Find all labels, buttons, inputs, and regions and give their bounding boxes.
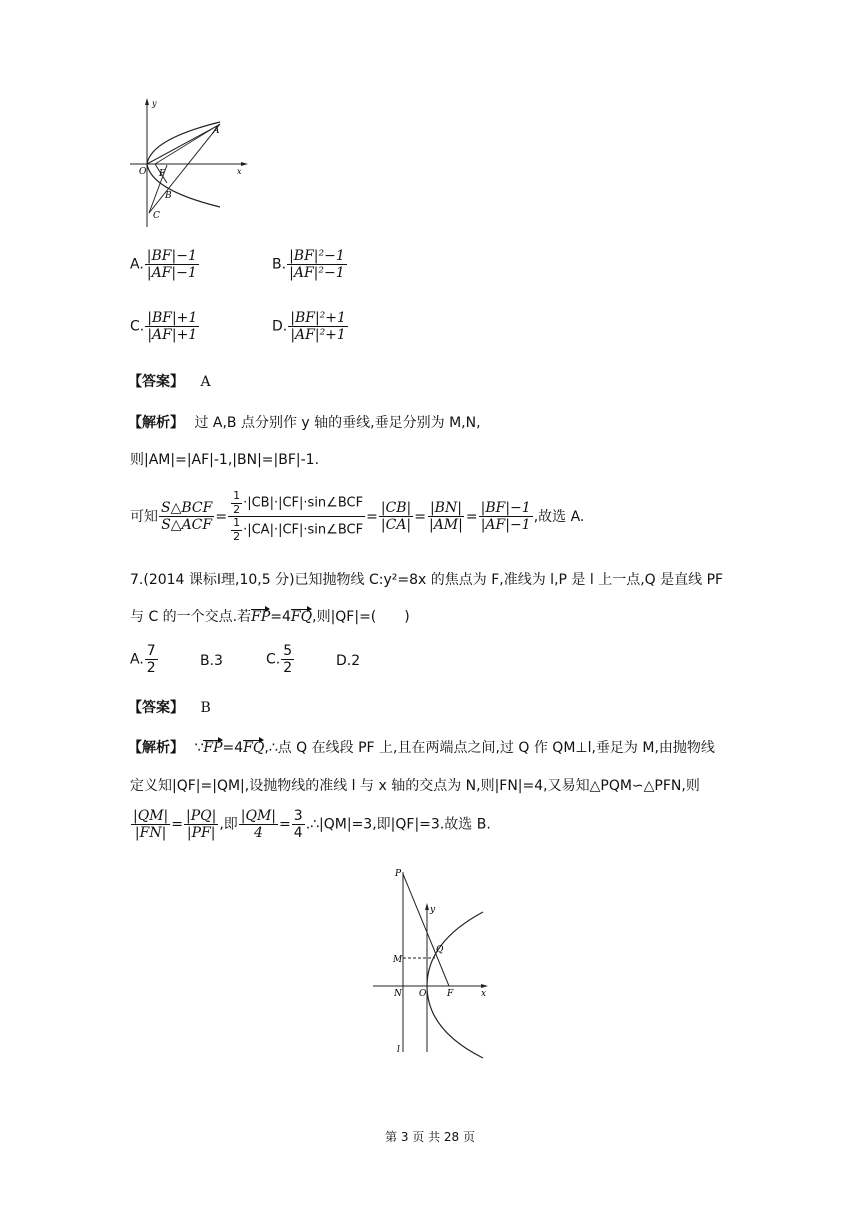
fig1-c-label: C xyxy=(153,211,160,221)
ratio2-num: |BN| xyxy=(429,500,462,517)
q7-option-c-prefix: C. xyxy=(266,651,281,668)
option-c xyxy=(130,310,200,343)
answer-1-label: 【答案】 xyxy=(128,374,184,390)
half-num-2: 1 xyxy=(233,516,241,530)
q7-option-a-den: 2 xyxy=(146,660,156,677)
analysis-1-line2: 则|AM|=|AF|-1,|BN|=|BF|-1. xyxy=(130,452,320,468)
fig2-l-label: l xyxy=(397,1045,400,1055)
half-den-1: 2 xyxy=(233,502,241,516)
frac-pf: |PF| xyxy=(186,825,216,842)
ratio3-num: |BF|−1 xyxy=(480,500,531,517)
option-a-prefix: A. xyxy=(130,256,144,273)
analysis-2-text1: ,∴点 Q 在线段 PF 上,且在两端点之间,过 Q 作 QM⊥l,垂足为 M,由抛物线 xyxy=(264,740,715,756)
fig1-y-label: y xyxy=(152,99,157,108)
q7-eq4: =4 xyxy=(270,609,291,625)
q7-text-b: ,则|QF|=( ) xyxy=(312,609,410,625)
option-c-num: |BF|+1 xyxy=(147,310,198,326)
ratio3-den: |AF|−1 xyxy=(480,517,531,534)
ratio1-num: |CB| xyxy=(380,500,412,517)
q7-option-b: B.3 xyxy=(200,653,223,669)
eq4-2: =4 xyxy=(222,740,244,756)
fig2-p-label: P xyxy=(395,869,402,879)
fig2-m-label: M xyxy=(393,955,403,965)
analysis-1-line1 xyxy=(128,412,481,432)
vector-fp: FP xyxy=(251,609,271,625)
option-b-den: |AF|²−1 xyxy=(289,265,345,282)
answer-1-value: A xyxy=(200,374,211,390)
option-c-prefix: C. xyxy=(130,318,145,335)
answer-2-label: 【答案】 xyxy=(128,700,184,716)
vector-fp-2: FP xyxy=(203,740,223,756)
q7-option-d: D.2 xyxy=(336,653,361,669)
option-b-prefix: B. xyxy=(272,256,287,273)
option-b-num: |BF|²−1 xyxy=(289,248,345,264)
q7-option-a xyxy=(130,643,159,676)
fig2-q-label: Q xyxy=(436,945,444,955)
option-a xyxy=(130,248,200,281)
option-d xyxy=(272,310,349,343)
area-bcf: S△BCF xyxy=(161,500,213,517)
half-den-2: 2 xyxy=(233,529,241,543)
option-d-den: |AF|²+1 xyxy=(290,327,346,344)
q7-option-a-num: 7 xyxy=(146,643,156,659)
fig2-y-label: y xyxy=(430,905,436,915)
frac-4: 4 xyxy=(253,825,263,842)
vector-fq: FQ xyxy=(290,609,313,625)
frac-qm-2: |QM| xyxy=(240,808,277,824)
fig2-n-label: N xyxy=(394,989,402,999)
analysis-2-line3 xyxy=(130,808,491,841)
option-d-prefix: D. xyxy=(272,318,288,335)
frac-pq: |PQ| xyxy=(185,808,217,824)
ratio1-den: |CA| xyxy=(380,517,412,534)
option-c-den: |AF|+1 xyxy=(147,327,198,344)
frac-qm: |QM| xyxy=(133,808,169,824)
fig2-x-label: x xyxy=(481,989,487,999)
half-num-1: 1 xyxy=(233,489,241,502)
tri-acf: ·|CA|·|CF|·sin∠BCF xyxy=(243,522,364,538)
fig1-b-label: B xyxy=(165,191,172,201)
option-d-num: |BF|²+1 xyxy=(290,310,346,326)
fig1-a-label: A xyxy=(213,126,220,136)
tri-bcf: ·|CB|·|CF|·sin∠BCF xyxy=(243,495,364,511)
eq-a: = xyxy=(171,816,183,833)
figure-parabola-pqf xyxy=(365,862,495,1062)
frac-4b: 4 xyxy=(293,825,303,842)
q7-option-a-prefix: A. xyxy=(130,651,144,668)
namely: ,即 xyxy=(219,816,238,833)
q7-option-c xyxy=(266,643,295,676)
fig1-o-label: O xyxy=(139,167,147,177)
question-7-line2 xyxy=(130,606,410,626)
option-a-den: |AF|−1 xyxy=(146,265,197,282)
fig1-f-label: F xyxy=(159,169,166,179)
question-7-line1: 7.(2014 课标Ⅰ理,10,5 分)已知抛物线 C:y²=8x 的焦点为 F,准线为 l,P 是 l 上一点,Q 是直线 PF xyxy=(130,572,724,588)
fig1-x-label: x xyxy=(237,167,242,176)
analysis-1-line3: 可知 $\frac{\text{S△BCF}}{\text{S△ACF}}$ = $\frac{1}{2}$ ·|CB|·|CF|·sin∠BCF $\frac{1}{2}$ ·|CA|·|CF|·sin∠BCF = $\frac{|CB|}{|CA|}$ = $\frac{|BN|}{|AM|}$ = $\frac{|BF|-1}{|AF|-1}$ ,故选 A. xyxy=(130,489,585,543)
answer-2 xyxy=(128,697,211,717)
page-footer: 第 3 页 共 28 页 xyxy=(385,1130,475,1144)
vector-fq-2: FQ xyxy=(243,740,265,756)
analysis-2-line2: 定义知|QF|=|QM|,设抛物线的准线 l 与 x 轴的交点为 N,则|FN|=4,又易知△PQM∽△PFN,则 xyxy=(130,778,700,794)
analysis-2-label: 【解析】 xyxy=(128,740,184,756)
fig2-o-label: O xyxy=(419,989,427,999)
option-b xyxy=(272,248,348,281)
because-sign: ∵ xyxy=(194,740,204,756)
frac-fn: |FN| xyxy=(134,825,167,842)
frac-3: 3 xyxy=(293,808,303,824)
analysis-1-prefix: 可知 xyxy=(130,508,158,525)
q7-option-c-num: 5 xyxy=(283,643,293,659)
fig2-f-label: F xyxy=(447,989,454,999)
analysis-2-line1 xyxy=(128,737,715,757)
analysis-1-text1: 过 A,B 点分别作 y 轴的垂线,垂足分别为 M,N, xyxy=(194,415,481,431)
figure-parabola-abc xyxy=(125,95,255,235)
q7-text-a: 与 C 的一个交点.若 xyxy=(130,609,252,625)
eq-b: = xyxy=(279,816,291,833)
ratio2-den: |AM| xyxy=(428,517,463,534)
area-acf: S△ACF xyxy=(161,517,213,534)
answer-1 xyxy=(128,371,211,391)
answer-2-value: B xyxy=(200,700,211,716)
option-a-num: |BF|−1 xyxy=(146,248,197,264)
q7-option-c-den: 2 xyxy=(283,660,293,677)
analysis-2-tail: .∴|QM|=3,即|QF|=3.故选 B. xyxy=(305,816,491,833)
analysis-1-suffix: ,故选 A. xyxy=(533,508,585,525)
analysis-1-label: 【解析】 xyxy=(128,415,184,431)
